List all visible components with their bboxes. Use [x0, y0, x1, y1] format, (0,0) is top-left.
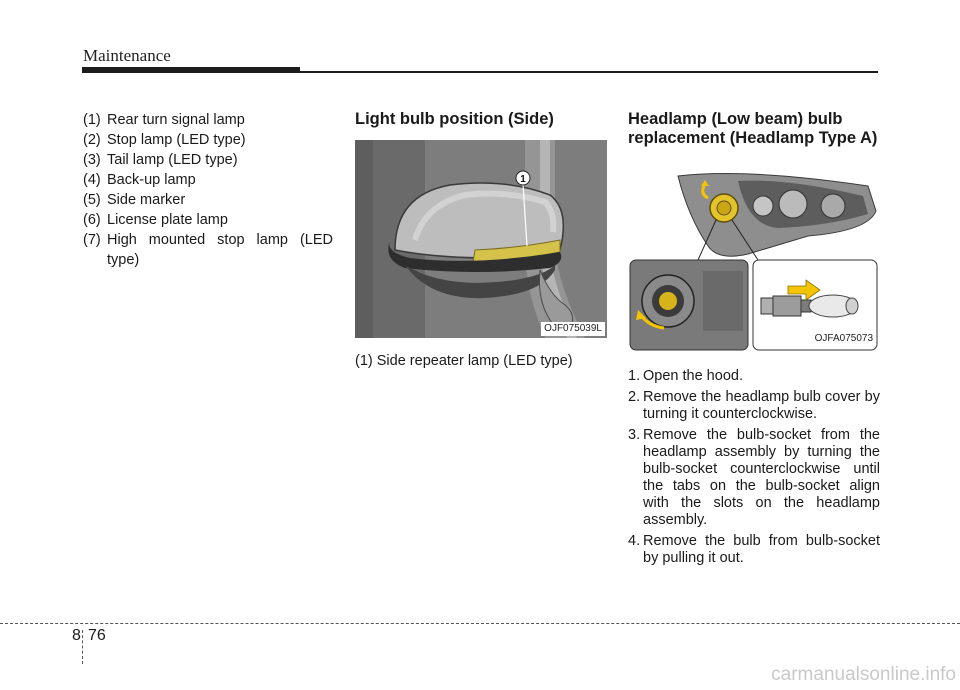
- list-item: (5) Side marker: [83, 192, 186, 208]
- footer-rule: [0, 623, 960, 624]
- list-item: (3) Tail lamp (LED type): [83, 152, 238, 168]
- footer-divider: [82, 630, 83, 664]
- list-item: (6) License plate lamp: [83, 212, 228, 228]
- side-mirror-figure: [355, 140, 607, 338]
- figure-caption: (1) Side repeater lamp (LED type): [355, 353, 573, 369]
- figure-code: OJF075039L: [541, 322, 605, 336]
- headlamp-figure: [628, 156, 880, 352]
- section-heading-line2: replacement (Headlamp Type A): [628, 129, 878, 147]
- rear-lamp-list: [83, 110, 333, 270]
- list-item: (1) Rear turn signal lamp: [83, 112, 245, 128]
- replacement-steps: [628, 368, 880, 567]
- list-item: (7) High mounted stop lamp (LED: [83, 232, 333, 248]
- step-item: 3. Remove the bulb-socket from the headlamp assembly by turning the bulb-socket counterclockwise until the tabs on the bulb-socket align with the slots on the headlamp assembly.: [628, 427, 880, 528]
- section-header-title: Maintenance: [83, 46, 171, 65]
- step-item: 1. Open the hood.: [628, 368, 743, 384]
- headlamp-section: [628, 110, 880, 571]
- list-item: (2) Stop lamp (LED type): [83, 132, 246, 148]
- figure-code: OJFA075073: [812, 332, 876, 346]
- watermark: carmanualsonline.info: [771, 664, 956, 685]
- step-item: 2. Remove the headlamp bulb cover by turning it counterclockwise.: [628, 389, 880, 422]
- chapter-number: 8: [72, 627, 81, 644]
- list-item: (4) Back-up lamp: [83, 172, 196, 188]
- page-number: 76: [88, 627, 106, 644]
- side-mirror-illustration: [355, 140, 607, 338]
- headlamp-illustration: [628, 156, 880, 352]
- side-bulb-section: [355, 110, 607, 371]
- section-heading-line1: Headlamp (Low beam) bulb: [628, 110, 843, 128]
- list-item-continuation: type): [107, 252, 140, 268]
- callout-number: 1: [520, 174, 526, 185]
- header-rule-thin: [300, 71, 878, 73]
- header-rule-thick: [82, 67, 300, 73]
- section-heading: Light bulb position (Side): [355, 110, 554, 128]
- step-item: 4. Remove the bulb from bulb-socket by pulling it out.: [628, 533, 880, 566]
